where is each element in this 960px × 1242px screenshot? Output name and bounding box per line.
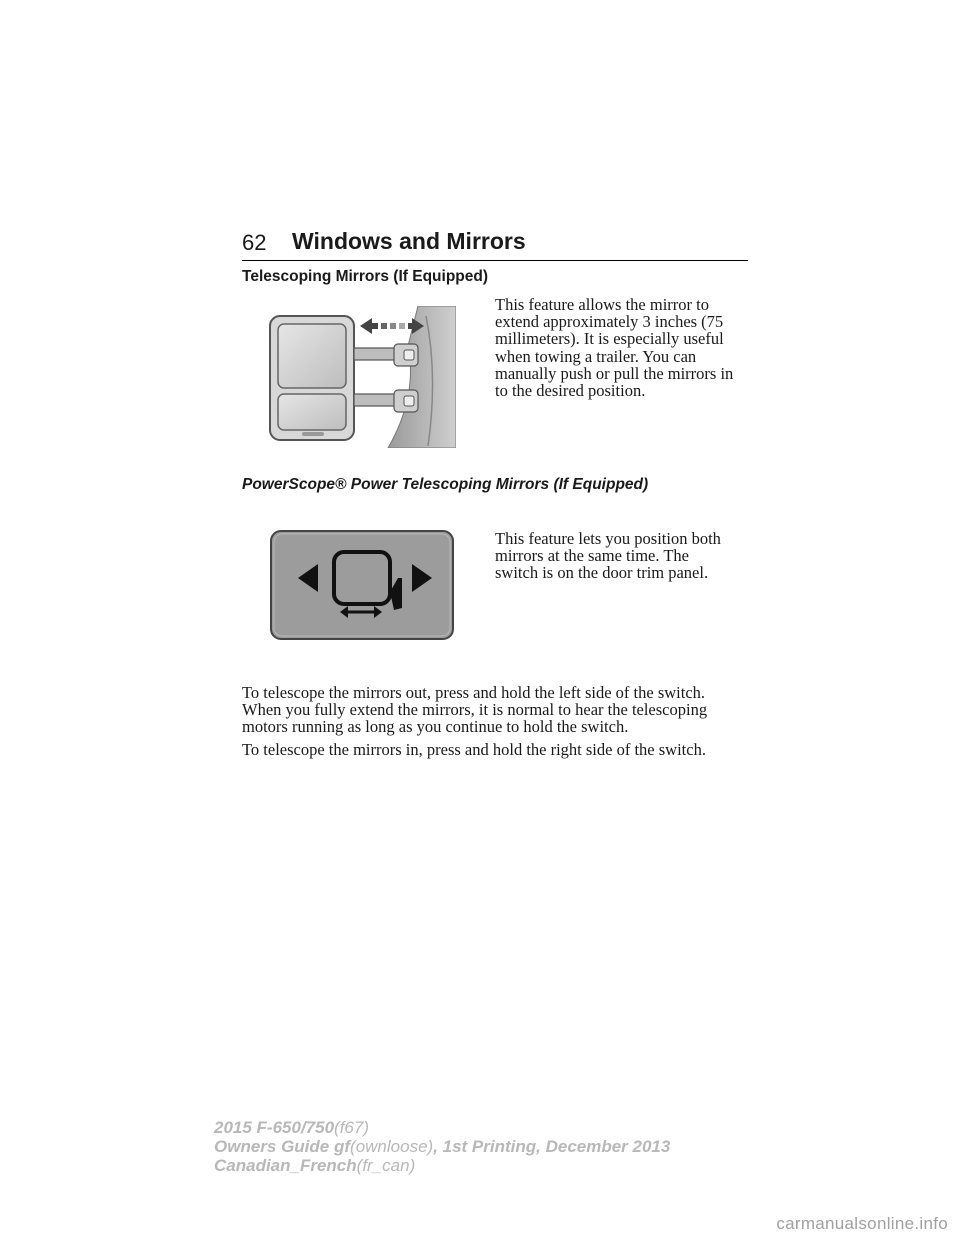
section1-text <box>495 296 757 399</box>
text-line: extend approximately 3 inches (75 <box>495 312 724 332</box>
text-line: motors running as long as you continue to hold the switch. <box>242 717 629 737</box>
paragraph-telescope-out <box>242 684 757 736</box>
text-line: This feature allows the mirror to <box>495 295 709 314</box>
footer-printing: , 1st Printing, December 2013 <box>433 1137 671 1156</box>
footer-model-code: (f67) <box>334 1118 370 1137</box>
section2-text <box>495 530 757 582</box>
page-number: 62 <box>242 230 267 255</box>
footer-model: 2015 F-650/750 <box>214 1118 335 1137</box>
footer-line-1 <box>214 1118 670 1137</box>
telescoping-mirror-illustration <box>268 306 456 448</box>
text-line: millimeters). It is especially useful <box>495 329 724 349</box>
text-line: when towing a trailer. You can <box>495 346 697 366</box>
footer-language-code: (fr_can) <box>356 1156 416 1175</box>
text-line: To telescope the mirrors in, press and hold the right side of the switch. <box>242 740 706 759</box>
section-heading-telescoping: Telescoping Mirrors (If Equipped) <box>242 268 489 285</box>
watermark-text: carmanualsonline.info <box>776 1214 948 1233</box>
footer-line-3 <box>214 1156 670 1175</box>
text-line: to the desired position. <box>495 381 646 401</box>
paragraph-telescope-in <box>242 741 757 758</box>
footer-line-2 <box>214 1137 670 1156</box>
section-heading-powerscope: PowerScope® Power Telescoping Mirrors (If Equipped) <box>242 476 649 493</box>
text-line: When you fully extend the mirrors, it is normal to hear the telescoping <box>242 700 708 720</box>
chapter-title: Windows and Mirrors <box>292 228 526 254</box>
text-line: mirrors at the same time. The <box>495 546 689 566</box>
footer-guide: Owners Guide gf <box>214 1137 351 1156</box>
text-line: switch is on the door trim panel. <box>495 563 709 583</box>
footer-language: Canadian_French <box>214 1156 357 1175</box>
text-line: manually push or pull the mirrors in <box>495 363 734 383</box>
document-footer <box>214 1118 670 1175</box>
text-line: To telescope the mirrors out, press and hold the left side of the switch. <box>242 683 706 702</box>
page-header <box>242 228 748 261</box>
powerscope-switch-icon <box>270 530 454 640</box>
text-line: This feature lets you position both <box>495 529 721 548</box>
footer-guide-code: (ownloose) <box>350 1137 434 1156</box>
